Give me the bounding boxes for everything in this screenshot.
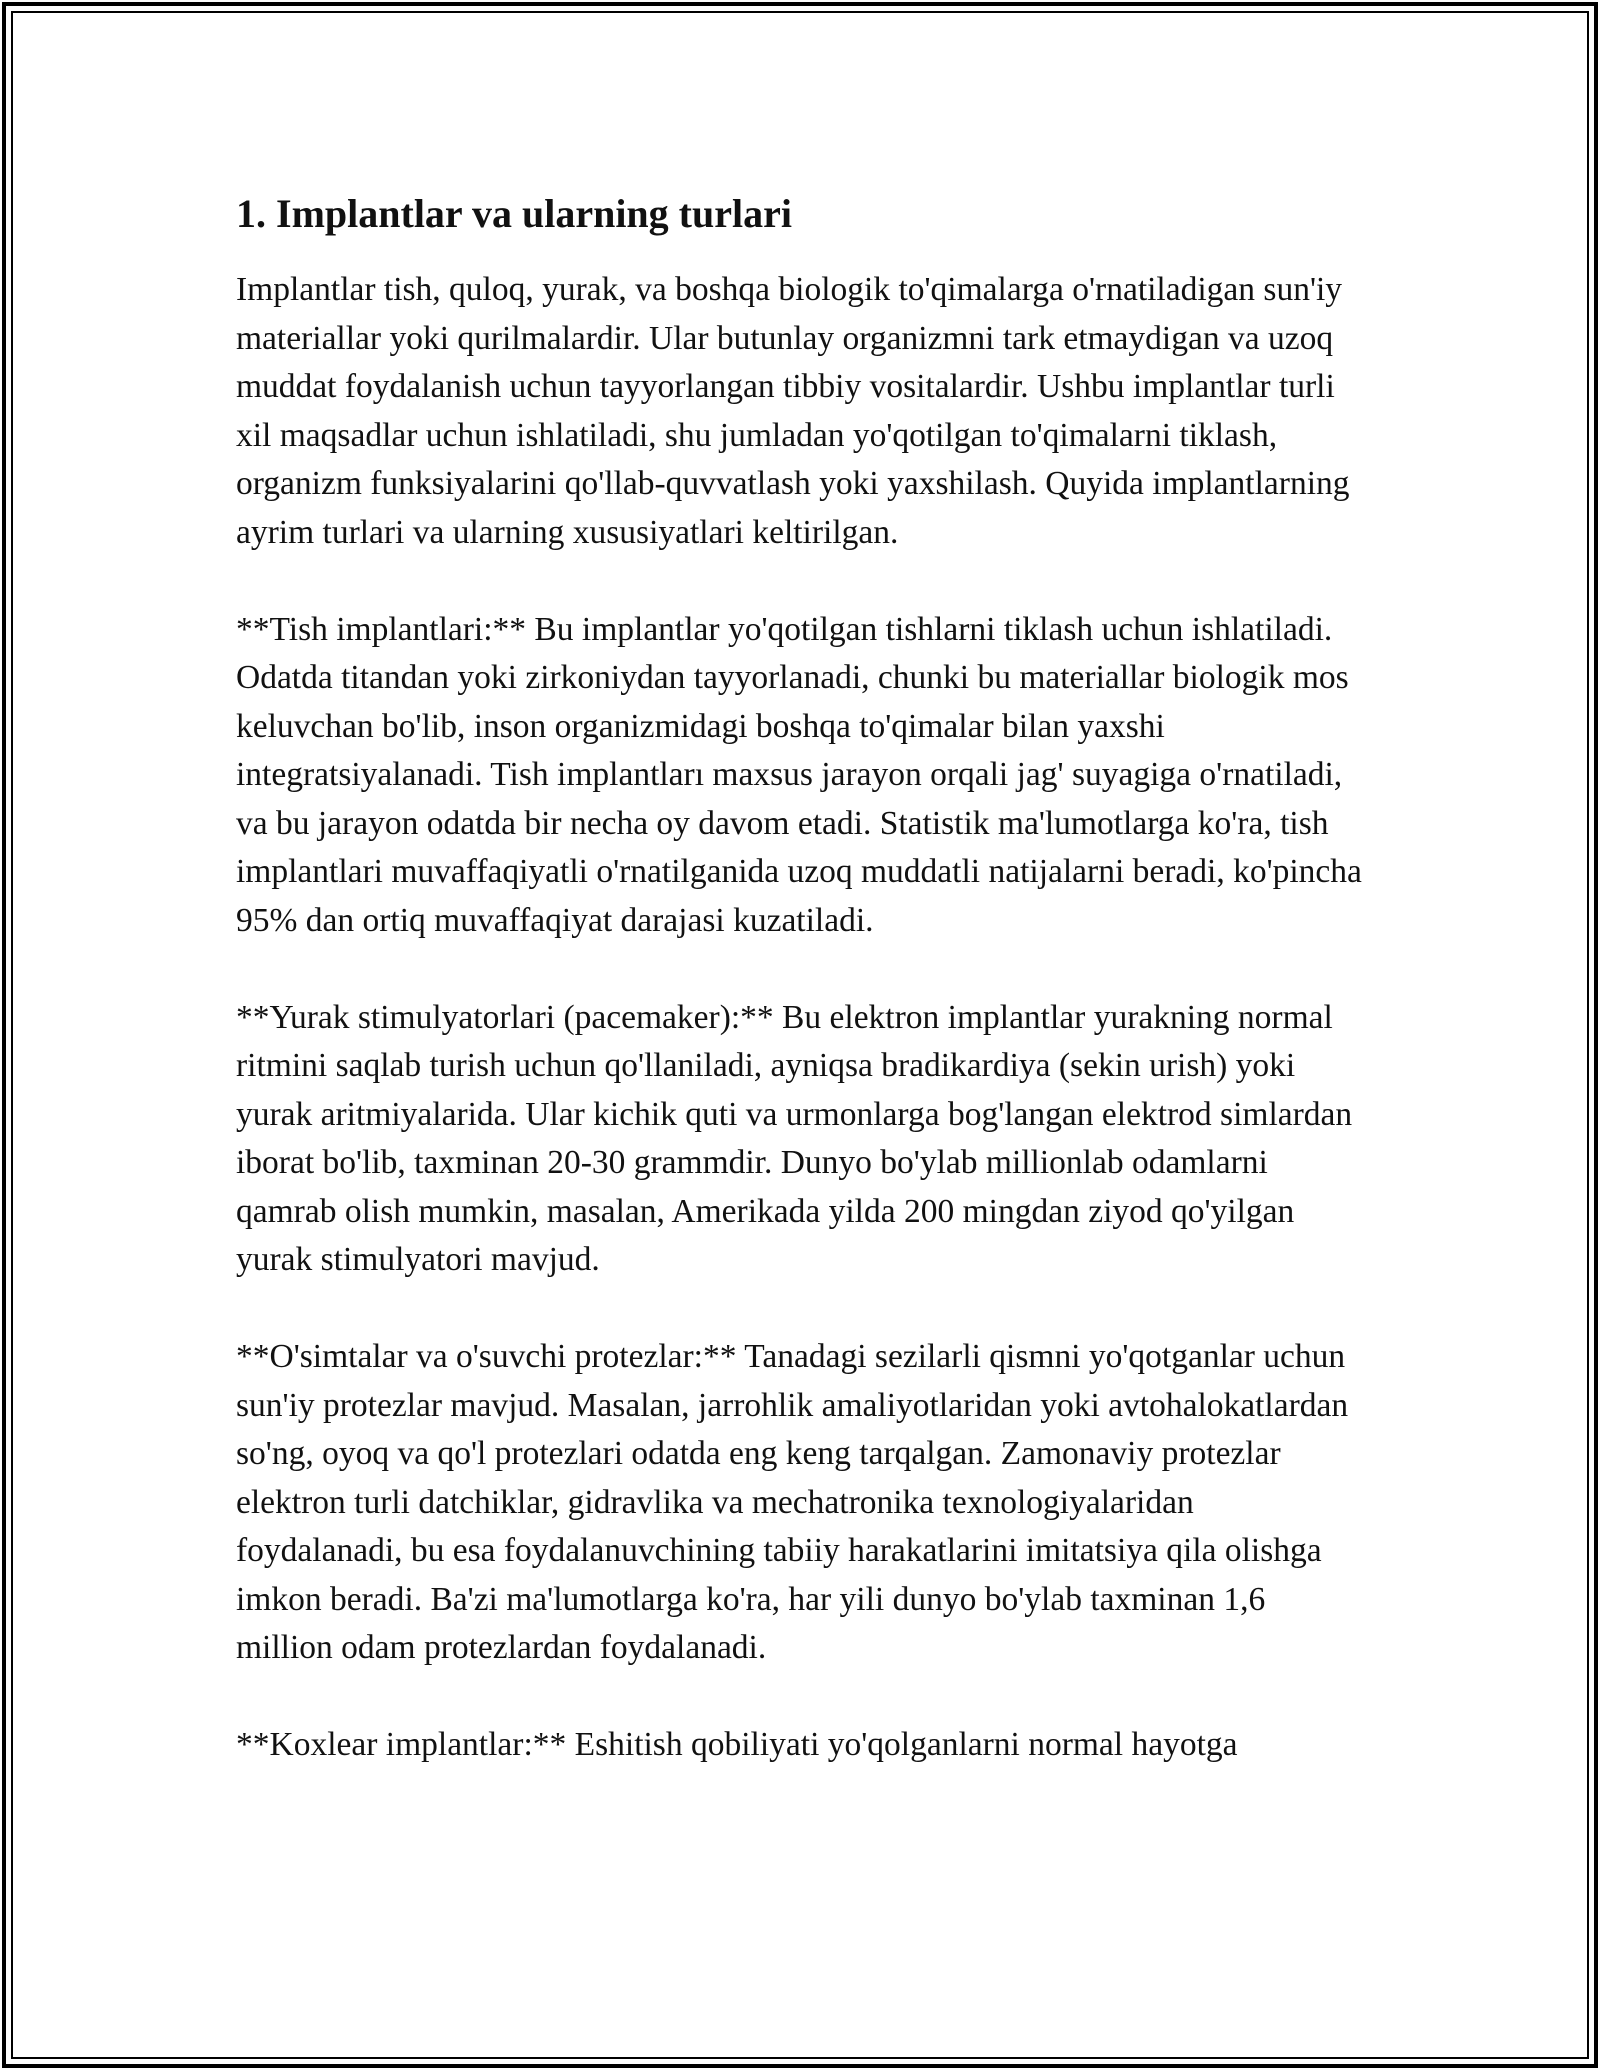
document-body (236, 184, 1366, 1770)
section-heading: 1. Implantlar va ularning turlari (236, 191, 792, 236)
prosthetics-paragraph: **O'simtalar va o'suvchi protezlar:** Tanadagi sezilarli qismni yo'qotganlar uchun sun'iy protezlar mavjud. Masalan, jarrohlik amaliyotlaridan yoki avtohalokatlardan so'ng, oyoq va qo'l protezlari odatda eng keng tarqalgan. Zamonaviy protezlar elektron turli datchiklar, gidravlika va mechatronika texnologiyalaridan foydalanadi, bu esa foydalanuvchining tabiiy harakatlarini imitatsiya qila olishga imkon beradi. Ba'zi ma'lumotlarga ko'ra, har yili dunyo bo'ylab taxminan 1,6 million odam protezlardan foydalanadi. (236, 1338, 1349, 1666)
cochlear-implants-paragraph: **Koxlear implantlar:** Eshitish qobiliyati yo'qolganlarni normal hayotga (236, 1726, 1238, 1763)
dental-implants-paragraph: **Tish implantlari:** Bu implantlar yo'qotilgan tishlarni tiklash uchun ishlatiladi. Odatda titandan yoki zirkoniydan tayyorlanadi, chunki bu materiallar biologik mos keluvchan bo'lib, inson organizmidagi boshqa to'qimalar bilan yaxshi integratsiyalanadi. Tish implantları maxsus jarayon orqali jag' suyagiga o'rnatiladi, va bu jarayon odatda bir necha oy davom etadi. Statistik ma'lumotlarga ko'ra, tish implantlari muvaffaqiyatli o'rnatilganida uzoq muddatli natijalarni beradi, ko'pincha 95% dan ortiq muvaffaqiyat darajasi kuzatiladi. (236, 610, 1362, 939)
intro-paragraph: Implantlar tish, quloq, yurak, va boshqa biologik to'qimalarga o'rnatiladigan sun'iy materiallar yoki qurilmalardir. Ular butunlay organizmni tark etmaydigan va uzoq muddat foydalanish uchun tayyorlangan tibbiy vositalardir. Ushbu implantlar turli xil maqsadlar uchun ishlatiladi, shu jumladan yo'qotilgan to'qimalarni tiklash, organizm funksiyalarini qo'llab-quvvatlash yoki yaxshilash. Quyida implantlarning ayrim turlari va ularning xususiyatlari keltirilgan. (236, 271, 1350, 551)
pacemaker-paragraph: **Yurak stimulyatorlari (pacemaker):** Bu elektron implantlar yurakning normal ritmini saqlab turish uchun qo'llaniladi, ayniqsa bradikardiya (sekin urish) yoki yurak aritmiyalarida. Ular kichik quti va urmonlarga bog'langan elektrod simlardan iborat bo'lib, taxminan 20-30 grammdir. Dunyo bo'ylab millionlab odamlarni qamrab olish mumkin, masalan, Amerikada yilda 200 mingdan ziyod qo'yilgan yurak stimulyatori mavjud. (236, 998, 1353, 1278)
